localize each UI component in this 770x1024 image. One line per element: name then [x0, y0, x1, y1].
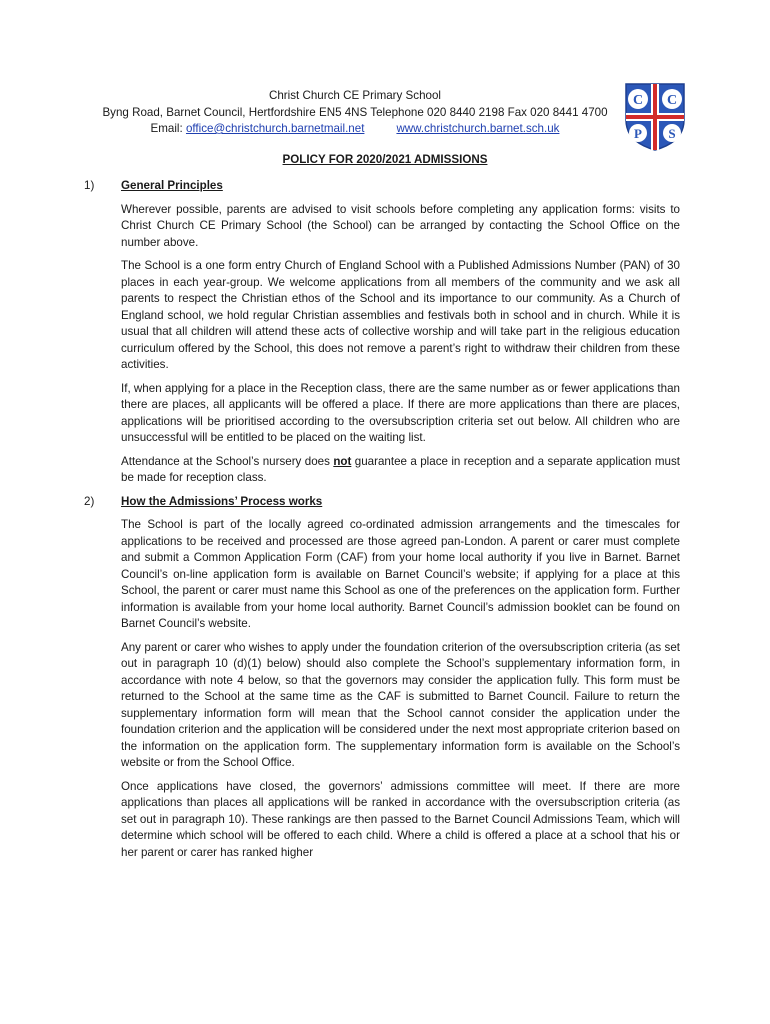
contact-line — [95, 121, 615, 138]
section-title: How the Admissions’ Process works — [121, 494, 323, 508]
letterhead — [95, 88, 615, 138]
document-title: POLICY FOR 2020/2021 ADMISSIONS — [282, 153, 488, 166]
paragraph: Once applications have closed, the governors’ admissions committee will meet. If there are more applications than places all applications will be ranked in accordance with the oversubscription criteria (as set out in paragraph 10). These rankings are then passed to the Barnet Council Admissions Team, which will determine which school will be offered to each child. Where a child is offered a place at a school that his or her parent or carer has ranked higher — [121, 779, 680, 859]
document-body — [84, 178, 680, 868]
emphasis-not: not — [333, 454, 352, 468]
school-crest-icon — [622, 80, 688, 152]
svg-text:C: C — [666, 93, 678, 108]
email-link[interactable]: office@christchurch.barnetmail.net — [185, 122, 365, 135]
section-1-heading — [84, 178, 680, 195]
email-group — [151, 121, 365, 138]
nursery-text-end: guarantee a place in reception and a separate application must be made for reception class. — [121, 454, 680, 484]
paragraph: Wherever possible, parents are advised to visit schools before completing any application forms: visits to Christ Church CE Primary School (the School) can be arranged by contacting the School Office on the number above. — [121, 202, 680, 249]
paragraph: Any parent or carer who wishes to apply under the foundation criterion of the oversubscription criteria (as set out in paragraph 10 (d)(1) below) should also complete the School’s supplementary information form, in accordance with note 4 below, so that the governors may consider the application fully. This form must be returned to the School at the same time as the CAF is submitted to Barnet Council. Failure to return the supplementary information form will mean that the School cannot consider the application under the foundation criterion and the application will be considered under the next most appropriate criterion based on the information on the application form. The supplementary information form is available on the School’s website or from the School Office. — [121, 640, 680, 769]
section-2-heading — [84, 494, 680, 511]
svg-text:S: S — [668, 126, 676, 141]
nursery-paragraph — [121, 454, 680, 487]
section-number: 2) — [84, 494, 95, 508]
paragraph: The School is a one form entry Church of England School with a Published Admissions Number (PAN) of 30 places in each year-group. We welcome applications from all members of the community and we ask all parents to respect the Christian ethos of the School and its importance to our community. As a Church of England school, we hold regular Christian assemblies and festivals both in school and in church. While it is usual that all children will attend these acts of collective worship and will take part in the religious education curriculum offered by the School, this does not remove a parent’s right to withdraw their children from these activities. — [121, 259, 680, 371]
website-link[interactable]: www.christchurch.barnet.sch.uk — [396, 122, 560, 135]
section-number: 1) — [84, 179, 95, 192]
school-name: Christ Church CE Primary School — [268, 89, 442, 102]
svg-text:C: C — [632, 93, 644, 108]
school-address: Byng Road, Barnet Council, Hertfordshire EN5 4NS Telephone 020 8440 2198 Fax 020 8441 4700 — [102, 105, 608, 119]
svg-text:P: P — [634, 126, 642, 141]
paragraph: The School is part of the locally agreed co-ordinated admission arrangements and the timescales for applications to be received and processed are those agreed pan-London. A parent or carer must complete and submit a Common Application Form (CAF) from your home local authority if you live in Barnet. Barnet Council’s on-line application form is available on Barnet Council’s website; if applying for a place at this School, the parent or carer must name this School as one of the preferences on the application form. Further information is available from your home local authority. Barnet Council’s admission booklet can be found on Barnet Council’s website. — [121, 518, 680, 630]
paragraph: If, when applying for a place in the Reception class, there are the same number as or fewer applications than there are places, all applicants will be offered a place. If there are more applications than there are places, applications will be prioritised according to the oversubscription criteria set out below. All children who are unsuccessful will be entitled to be placed on the waiting list. — [121, 381, 680, 444]
nursery-text-start: Attendance at the School’s nursery does — [121, 454, 334, 468]
email-label: Email: — [150, 122, 183, 135]
section-title: General Principles — [121, 179, 223, 192]
